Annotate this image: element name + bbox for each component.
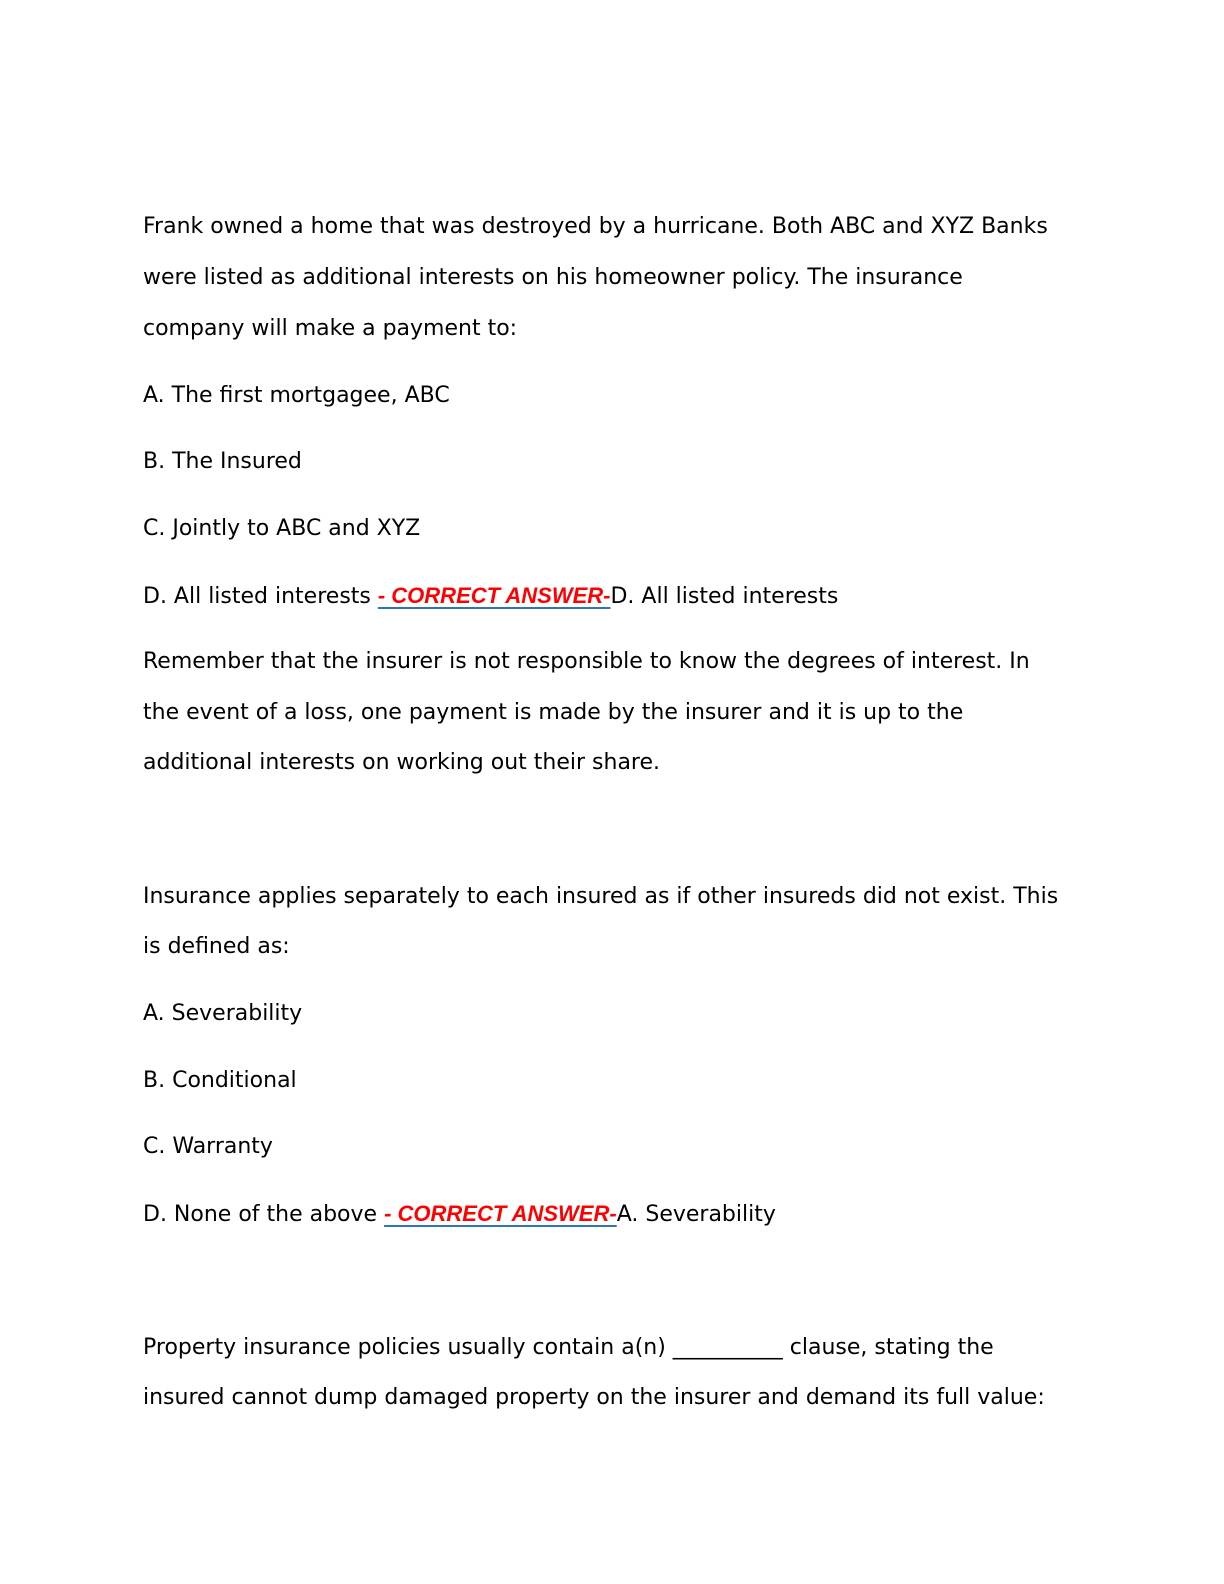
question-2-stem-line-2: is defined as: <box>143 934 290 959</box>
question-2-option-d-line <box>143 1199 776 1230</box>
question-3-stem-line-2: insured cannot dump damaged property on the insurer and demand its full value: <box>143 1385 1045 1410</box>
question-1-stem-line-2: were listed as additional interests on his homeowner policy. The insurance <box>143 265 963 290</box>
question-1-option-d-line <box>143 581 838 612</box>
question-1-explanation-line-2: the event of a loss, one payment is made by the insurer and it is up to the <box>143 700 964 725</box>
correct-answer-marker: - CORRECT ANSWER- <box>377 583 611 608</box>
question-1-option-c: C. Jointly to ABC and XYZ <box>143 516 421 541</box>
question-2-stem-line-1: Insurance applies separately to each insured as if other insureds did not exist. This <box>143 884 1059 909</box>
question-2-option-a: A. Severability <box>143 1001 303 1026</box>
question-1-answer: D. All listed interests <box>610 584 839 609</box>
question-1-option-d: D. All listed interests <box>143 584 378 609</box>
question-1-explanation-line-1: Remember that the insurer is not responsible to know the degrees of interest. In <box>143 649 1030 674</box>
question-1-stem-line-1: Frank owned a home that was destroyed by a hurricane. Both ABC and XYZ Banks <box>143 214 1048 239</box>
question-1-option-a: A. The first mortgagee, ABC <box>143 383 450 408</box>
question-1-stem-line-3: company will make a payment to: <box>143 316 518 341</box>
question-2-option-d: D. None of the above <box>143 1202 385 1227</box>
correct-answer-marker: - CORRECT ANSWER- <box>384 1201 617 1226</box>
question-2-option-c: C. Warranty <box>143 1134 273 1159</box>
question-3-stem-line-1: Property insurance policies usually contain a(n) __________ clause, stating the <box>143 1335 994 1360</box>
question-1-explanation-line-3: additional interests on working out their share. <box>143 750 661 775</box>
question-2-option-b: B. Conditional <box>143 1068 297 1093</box>
question-2-answer: A. Severability <box>616 1202 776 1227</box>
question-1-option-b: B. The Insured <box>143 449 302 474</box>
